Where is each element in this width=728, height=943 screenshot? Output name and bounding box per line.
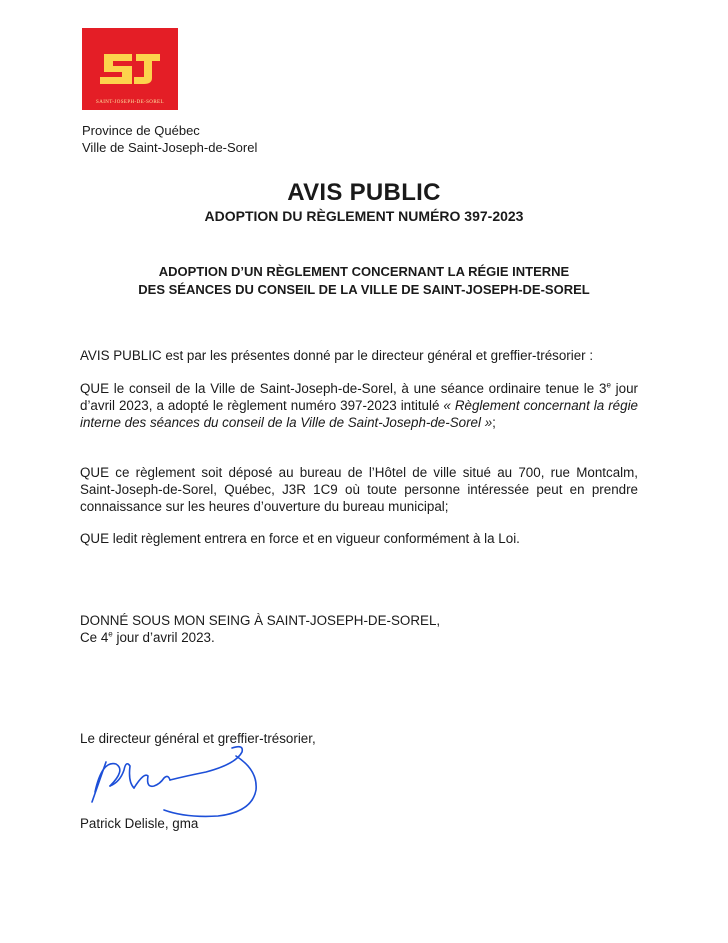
signer-name: Patrick Delisle, gma	[80, 816, 199, 831]
closing-date-end: jour d’avril 2023.	[112, 630, 215, 645]
notice-paragraph-intro: AVIS PUBLIC est par les présentes donné par le directeur général et greffier-trésorier :	[80, 348, 594, 363]
closing-date-start: Ce 4	[80, 630, 109, 645]
logo-emblem-icon	[82, 28, 178, 110]
notice-paragraph-adoption	[80, 380, 638, 431]
notice-title: AVIS PUBLIC	[287, 179, 441, 206]
regulation-heading-line-2: DES SÉANCES DU CONSEIL DE LA VILLE DE SAINT-JOSEPH-DE-SOREL	[138, 282, 590, 297]
closing-line-2	[80, 629, 215, 646]
municipal-logo	[82, 28, 178, 110]
notice-subtitle: ADOPTION DU RÈGLEMENT NUMÉRO 397-2023	[204, 208, 524, 224]
regulation-title-quote: « Règlement concernant la régie interne des séances du conseil de la Ville de Saint-Joseph-de-Sorel »	[80, 398, 638, 430]
regulation-heading-line-1: ADOPTION D’UN RÈGLEMENT CONCERNANT LA RÉGIE INTERNE	[158, 264, 570, 279]
adoption-text-middle: jour d’avril 2023, a adopté le règlement numéro 397-2023 intitulé	[80, 381, 638, 413]
logo-caption: SAINT-JOSEPH-DE-SOREL	[96, 100, 164, 105]
ordinal-suffix: e	[606, 380, 611, 390]
notice-paragraph-effect: QUE ledit règlement entrera en force et en vigueur conformément à la Loi.	[80, 531, 520, 546]
province-label: Province de Québec	[82, 123, 200, 138]
city-label: Ville de Saint-Joseph-de-Sorel	[82, 140, 258, 155]
adoption-text-end: ;	[492, 415, 496, 430]
adoption-text-start: QUE le conseil de la Ville de Saint-Joseph-de-Sorel, à une séance ordinaire tenue le 3	[80, 381, 607, 396]
closing-line-1: DONNÉ SOUS MON SEING À SAINT-JOSEPH-DE-SOREL,	[80, 613, 441, 628]
signer-title: Le directeur général et greffier-trésorier,	[80, 731, 316, 746]
notice-paragraph-deposit: QUE ce règlement soit déposé au bureau de l’Hôtel de ville situé au 700, rue Montcalm, Saint-Joseph-de-Sorel, Québec, J3R 1C9 où toute personne intéressée peut en prendre connaissance sur les heures d’ouverture du bureau municipal;	[80, 465, 638, 514]
closing-ordinal-suffix: e	[108, 629, 113, 639]
